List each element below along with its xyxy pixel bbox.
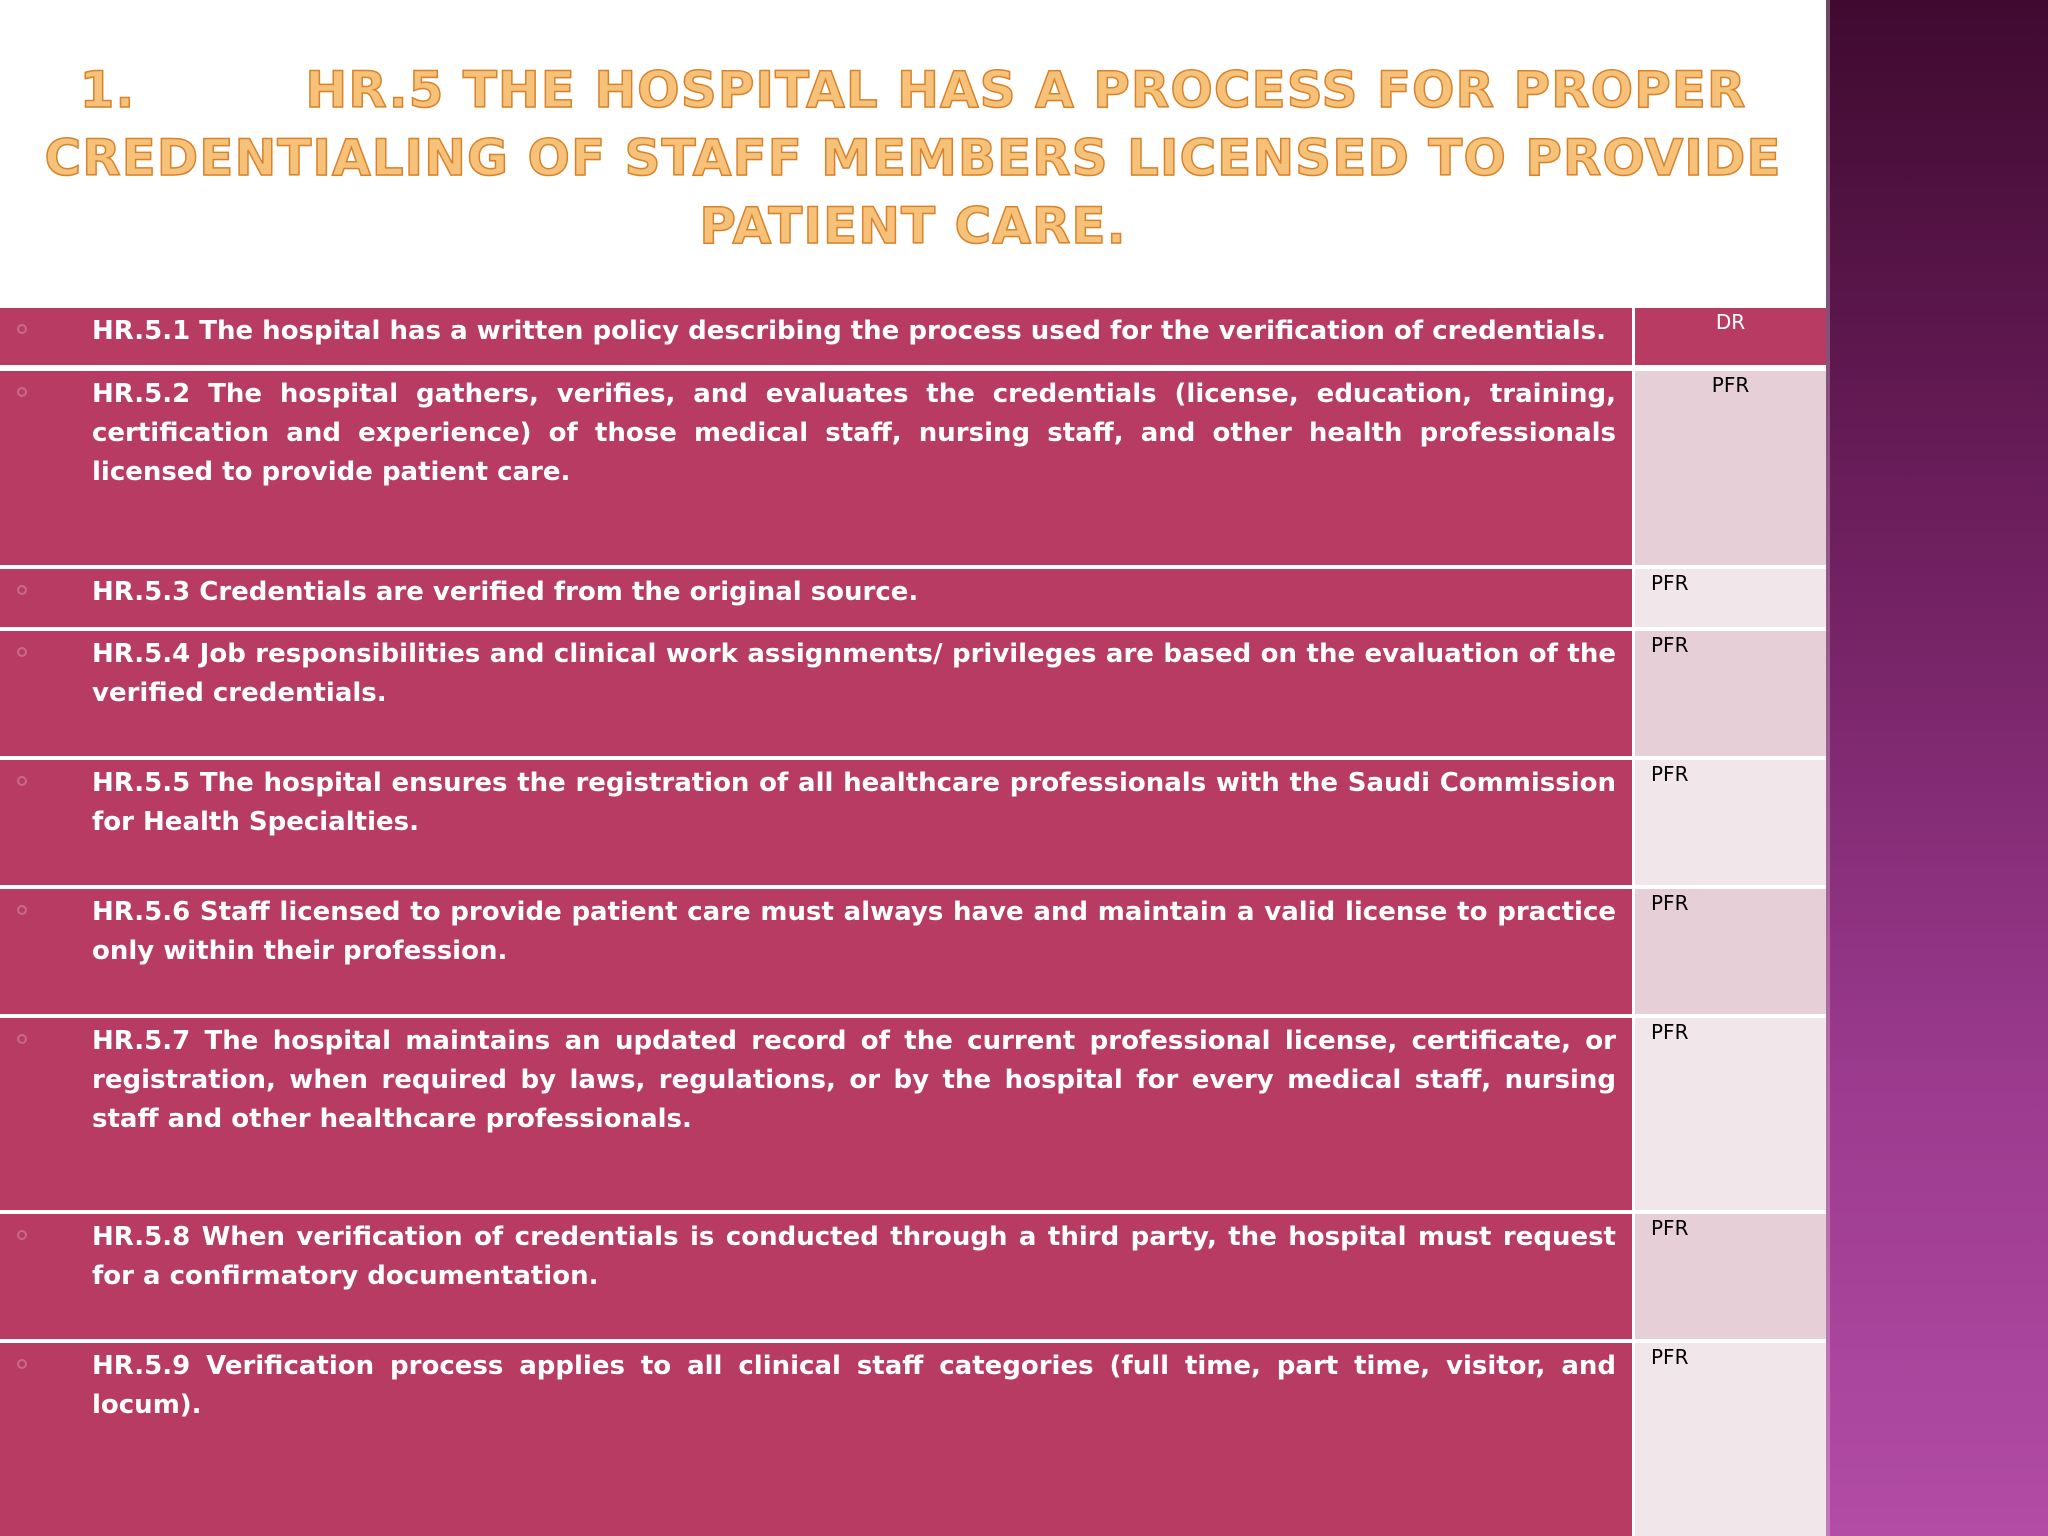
table-row (0, 756, 1826, 885)
evidence-code-cell (1635, 371, 1826, 565)
standard-text: HR.5.2 The hospital gathers, verifies, and evaluates the credentials (license, education, training, certification and experience) of those medical staff, nursing staff, and other health professionals licensed to provide patient care. (92, 379, 1616, 487)
standard-text: HR.5.9 Verification process applies to all clinical staff categories (full time, part time, visitor, and locum). (92, 1351, 1616, 1420)
standard-text: HR.5.4 Job responsibilities and clinical work assignments/ privileges are based on the evaluation of the verified credentials. (92, 639, 1616, 708)
table-row (0, 627, 1826, 756)
evidence-code: PFR (1651, 633, 1689, 657)
evidence-code-cell (1635, 1343, 1826, 1536)
evidence-code: PFR (1651, 1345, 1689, 1369)
table-row (0, 885, 1826, 1014)
standard-text: HR.5.7 The hospital maintains an updated record of the current professional license, certificate, or registration, when required by laws, regulations, or by the hospital for every medical staff, nursing staff and other healthcare professionals. (92, 1026, 1616, 1134)
bullet-circle-icon (17, 1359, 27, 1369)
standard-text: HR.5.5 The hospital ensures the registration of all healthcare professionals with the Saudi Commission for Health Specialties. (92, 768, 1616, 837)
bullet-circle-icon (17, 324, 27, 334)
table-row (0, 1210, 1826, 1339)
title-number: 1. (79, 61, 136, 119)
bullet-circle-icon (17, 776, 27, 786)
standard-text-cell (0, 371, 1635, 565)
standard-text-cell (0, 1018, 1635, 1210)
standard-text: HR.5.1 The hospital has a written policy describing the process used for the verification of credentials. (92, 316, 1606, 346)
table-row (0, 1014, 1826, 1210)
decorative-side-band (1826, 0, 2048, 1536)
bullet-circle-icon (17, 905, 27, 915)
evidence-code-cell (1635, 1214, 1826, 1339)
standard-text: HR.5.6 Staff licensed to provide patient care must always have and maintain a valid license to practice only within their profession. (92, 897, 1616, 966)
bullet-circle-icon (17, 585, 27, 595)
evidence-code: PFR (1651, 1216, 1689, 1240)
table-row (0, 365, 1826, 565)
evidence-code: PFR (1651, 571, 1689, 595)
table-row (0, 1339, 1826, 1536)
evidence-code-cell (1635, 760, 1826, 885)
title-text: HR.5 THE HOSPITAL HAS A PROCESS FOR PROPER CREDENTIALING OF STAFF MEMBERS LICENSED TO PROVIDE PATIENT CARE. (44, 61, 1782, 255)
evidence-code-cell (1635, 889, 1826, 1014)
standard-text: HR.5.8 When verification of credentials is conducted through a third party, the hospital must request for a confirmatory documentation. (92, 1222, 1616, 1291)
table-row (0, 565, 1826, 627)
standard-text-cell (0, 631, 1635, 756)
evidence-code: DR (1715, 310, 1746, 334)
evidence-code-cell (1635, 308, 1826, 365)
standard-text-cell (0, 1343, 1635, 1536)
evidence-code: PFR (1651, 1020, 1689, 1044)
slide-title (10, 56, 1816, 260)
standard-text: HR.5.3 Credentials are verified from the original source. (92, 577, 919, 607)
standard-text-cell (0, 889, 1635, 1014)
evidence-code: PFR (1651, 762, 1689, 786)
standard-text-cell (0, 1214, 1635, 1339)
bullet-circle-icon (17, 387, 27, 397)
bullet-circle-icon (17, 1230, 27, 1240)
evidence-code-cell (1635, 631, 1826, 756)
standards-table (0, 306, 1826, 1536)
evidence-code-cell (1635, 569, 1826, 627)
bullet-circle-icon (17, 647, 27, 657)
table-row (0, 306, 1826, 365)
evidence-code-cell (1635, 1018, 1826, 1210)
bullet-circle-icon (17, 1034, 27, 1044)
evidence-code: PFR (1651, 891, 1689, 915)
standard-text-cell (0, 760, 1635, 885)
evidence-code: PFR (1711, 373, 1750, 397)
standard-text-cell (0, 308, 1635, 365)
standard-text-cell (0, 569, 1635, 627)
